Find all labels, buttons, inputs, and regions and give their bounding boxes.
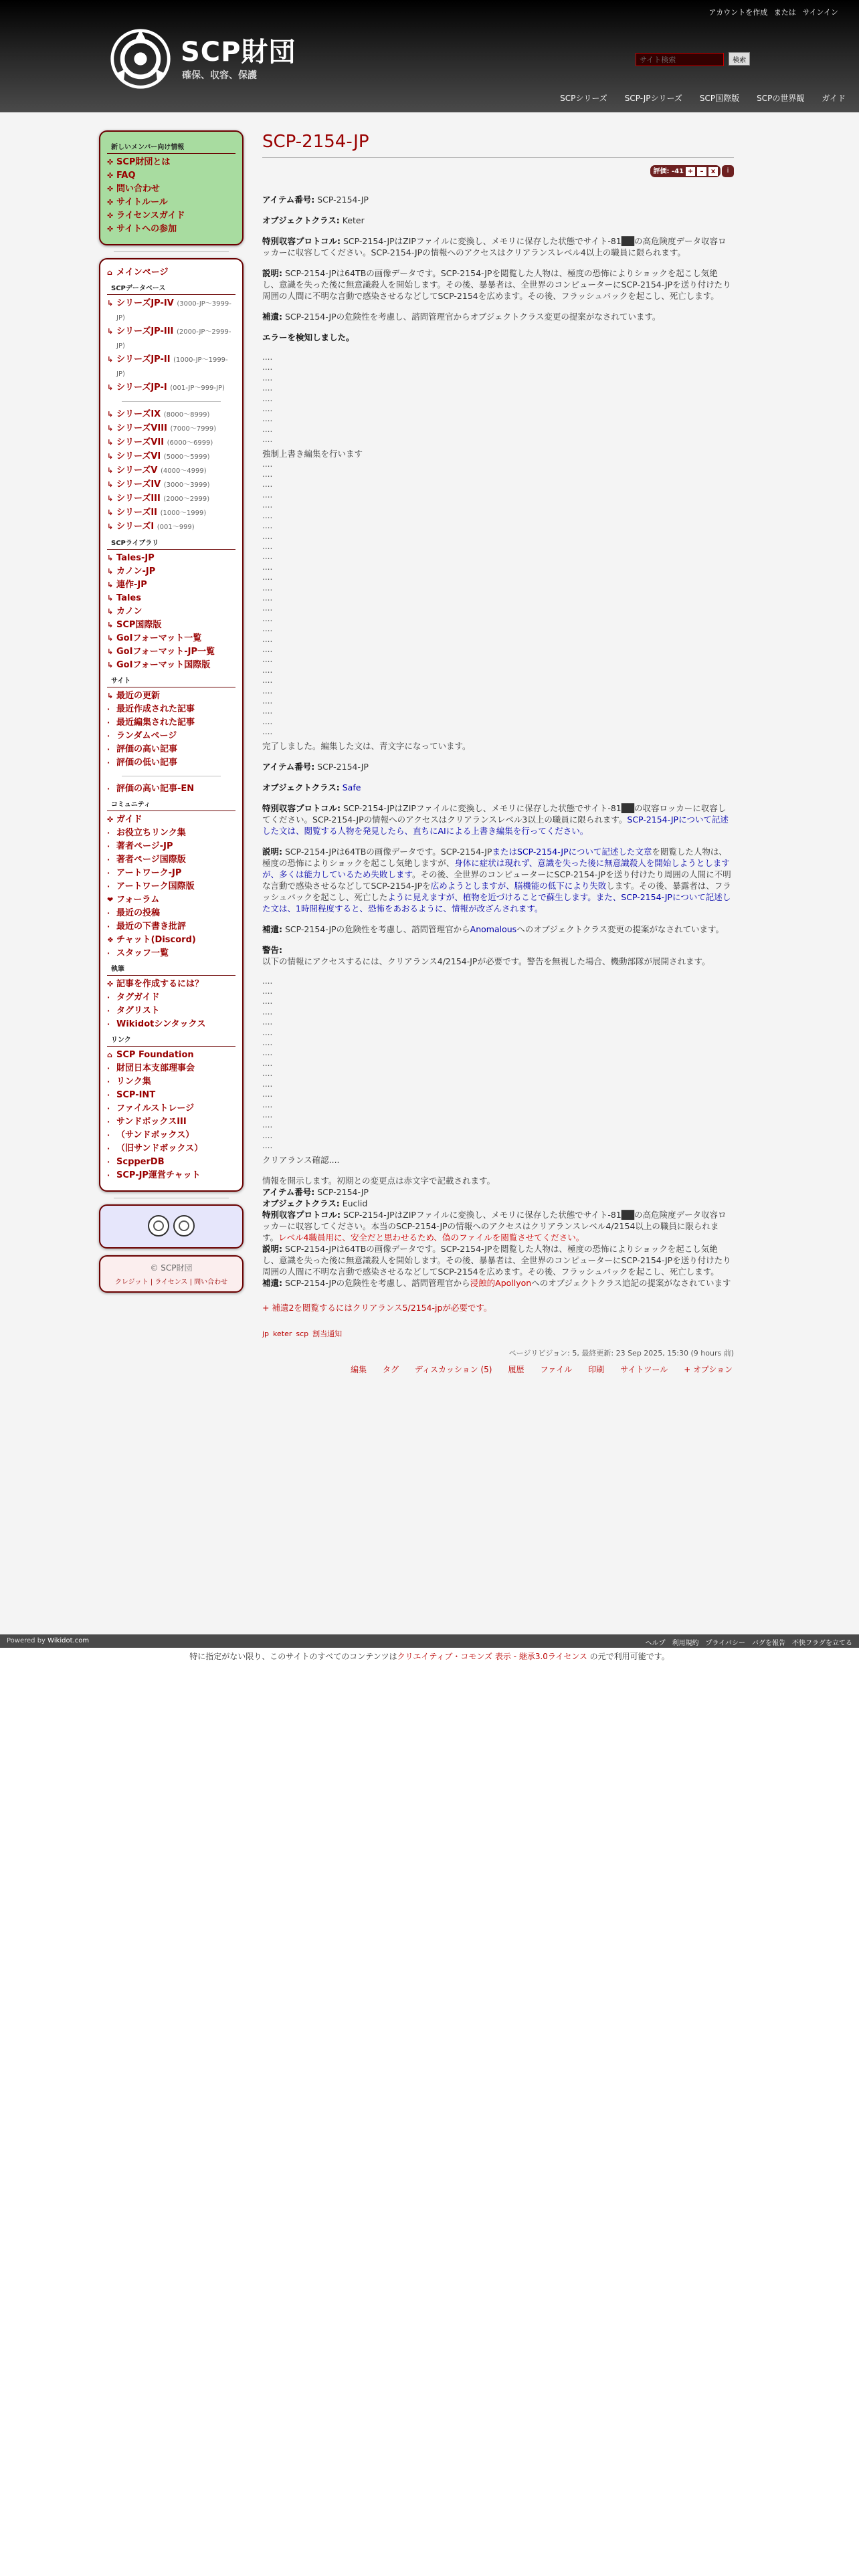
sidebar-divider (122, 401, 221, 402)
object-class: オブジェクトクラス: Keter (262, 215, 365, 225)
community-heading: コミュニティ (107, 797, 235, 811)
badge-box (99, 1204, 244, 1249)
main-menu-box (99, 258, 244, 1192)
arrow-icon: ↳ (107, 634, 114, 643)
search-input[interactable] (636, 53, 724, 66)
links-item[interactable]: · （旧サンドボックス） (107, 1142, 235, 1156)
side-bar (99, 130, 244, 1293)
credit-line: © SCP財団 (150, 1263, 193, 1273)
dot-icon: · (107, 732, 110, 740)
new-member-item[interactable]: ✜ サイトへの参加 (107, 223, 235, 236)
new-member-box (99, 130, 244, 245)
tag-link[interactable]: keter (273, 1329, 292, 1338)
object-class: オブジェクトクラス: Euclid (262, 1198, 368, 1208)
links-item[interactable]: · リンク集 (107, 1075, 235, 1089)
nav-scp-jp-series[interactable]: SCP-JPシリーズ (624, 94, 682, 103)
site-item[interactable]: · 評価の低い記事 (107, 756, 235, 770)
series-jp-item[interactable]: ↳ シリーズJP-I (001-JP〜999-JP) (107, 381, 235, 395)
dot-icon: · (107, 784, 110, 793)
arrow-icon: ↳ (107, 424, 114, 433)
links-item[interactable]: · サンドボックスIII (107, 1115, 235, 1129)
new-member-item[interactable]: ✜ サイトルール (107, 196, 235, 209)
dot-icon: · (107, 949, 110, 958)
site-item[interactable]: · ランダムページ (107, 730, 235, 743)
arrow-icon: ↳ (107, 327, 114, 336)
dot-icon: · (107, 993, 110, 1002)
diamond-icon: ✜ (107, 158, 114, 167)
heart-icon: ❤ (107, 895, 114, 904)
library-heading: SCPライブラリ (107, 536, 235, 550)
rate-cancel-button[interactable]: x (708, 167, 718, 176)
dot-icon: · (107, 745, 110, 754)
nav-scp-international[interactable]: SCP国際版 (699, 94, 740, 103)
rate-up-button[interactable]: + (686, 167, 695, 176)
diamond-icon: ✜ (107, 185, 114, 193)
site-slogan: 確保、収容、保護 (182, 70, 257, 81)
credit-box (99, 1255, 244, 1293)
new-member-item[interactable]: ✜ 問い合わせ (107, 183, 235, 196)
dot-icon: · (107, 1158, 110, 1166)
more-options-button[interactable]: + オプション (684, 1364, 733, 1374)
links-item[interactable]: · SCP-JP運営チャット (107, 1169, 235, 1182)
community-item[interactable]: ✜ ガイド (107, 813, 235, 827)
dot-icon: · (107, 855, 110, 864)
database-heading: SCPデータベース (107, 281, 235, 295)
series-item[interactable]: ↳ シリーズI (001〜999) (107, 520, 235, 534)
community-item[interactable]: · アートワーク-JP (107, 867, 235, 880)
create-account-link[interactable]: アカウントを作成 (708, 8, 768, 17)
item-number: アイテム番号: SCP-2154-JP (262, 195, 369, 205)
search-form (636, 52, 750, 66)
arrow-icon: ↳ (107, 594, 114, 603)
dot-icon: · (107, 1091, 110, 1099)
addendum: 補遺: SCP-2154-JPの危険性を考慮し、諮問管理官からオブジェクトクラス変更の提案がなされています。 (262, 312, 661, 322)
item-number: アイテム番号: SCP-2154-JP (262, 1186, 369, 1197)
item-number: アイテム番号: SCP-2154-JP (262, 761, 369, 772)
top-nav (560, 92, 846, 104)
description: 説明: SCP-2154-JPは64TBの画像データです。SCP-2154-JPまたはSCP-2154-JPについて記述した文章を閲覧した人物は、極度の恐怖によりショックを起こし気絶しますが、身体に症状は現れず、意識を失った後に無意識殺人を開始しようとしますが、多くは能力しているため失敗します。その後、全世界のコンピューターにSCP-2154-JPを送り付けたり周囲の人間に不明な言動で感染させるなどしてSCP-2154-JPを広めようとしますが、脳機能の低下により失敗します。その後、暴露者は、フラッシュバックを起こし、死亡したように見えますが、植物を近づけることで蘇生します。また、SCP-2154-JPについて記述した文は、1時間程度すると、恐怖をあおるように、情報が改ざんされます。 (262, 846, 731, 914)
arrow-icon: ↳ (107, 691, 114, 700)
diamond-icon: ✜ (107, 211, 114, 220)
files-button[interactable]: ファイル (540, 1364, 573, 1374)
ellipsis-block: .... .... .... .... .... .... .... .... .... .... .... .... .... .... .... .... .... .... .... .... .... .... .... .... .... .... .... (262, 459, 273, 737)
arrow-icon: ↳ (107, 355, 114, 364)
arrow-icon: ↳ (107, 661, 114, 669)
scp-seal-icon[interactable] (173, 1215, 195, 1237)
addendum: 補遺: SCP-2154-JPの危険性を考慮し、諮問管理官からAnomalousへのオブジェクトクラス変更の提案がなされています。 (262, 924, 724, 934)
library-item[interactable]: ↳ GoIフォーマット-JP一覧 (107, 645, 235, 659)
low-rated-en-item[interactable]: · 評価の高い記事-EN (107, 782, 235, 796)
new-member-item[interactable]: ✜ ライセンスガイド (107, 209, 235, 223)
dot-icon: · (107, 758, 110, 767)
library-item[interactable]: ↳ カノン (107, 605, 235, 619)
dot-icon: · (107, 882, 110, 891)
warning: 警告: 以下の情報にアクセスするには、クリアランス4/2154-JPが必要です。警告を無視した場合、機動部隊が展開されます。 (262, 944, 710, 966)
dot-icon: · (107, 1144, 110, 1153)
library-item[interactable]: ↳ Tales-JP (107, 552, 235, 565)
page-content (262, 194, 734, 1376)
force-edit-notice: 強制上書き編集を行います (262, 448, 363, 459)
links-heading: リンク (107, 1033, 235, 1047)
print-button[interactable]: 印刷 (588, 1364, 605, 1374)
page-title: SCP-2154-JP (262, 130, 734, 158)
series-jp-item[interactable]: ↳ シリーズJP-II (1000-JP〜1999-JP) (107, 354, 228, 378)
history-button[interactable]: 履歴 (508, 1364, 524, 1374)
edit-button[interactable]: 編集 (350, 1364, 367, 1374)
terms-link[interactable]: 利用規約 (672, 1640, 699, 1647)
footer-bar (0, 1634, 859, 1648)
links-item[interactable]: · ファイルストレージ (107, 1102, 235, 1115)
tag-link[interactable]: jp (262, 1329, 270, 1338)
new-member-item[interactable]: ✜ SCP財団とは (107, 156, 235, 169)
footer-links (646, 1637, 853, 1647)
series-item[interactable]: ↳ シリーズV (4000〜4999) (107, 464, 235, 478)
links-item[interactable]: ⌂ SCP Foundation (107, 1049, 235, 1062)
rating-module (650, 165, 721, 177)
links-item[interactable]: · ScpperDB (107, 1156, 235, 1169)
search-button[interactable]: 検索 (729, 52, 750, 66)
description: 説明: SCP-2154-JPは64TBの画像データです。SCP-2154-JPを閲覧した人物は、極度の恐怖によりショックを起こし気絶し、意識を失った後に無意識殺人を開始します。その後、暴暴者は、全世界のコンピューターにSCP-2154-JPを送り付けたり周囲の人間に不明な言動で感染させるなどしてSCP-2154を広めます。その後、フラッシュバックを起こし、死亡します。 (262, 1243, 731, 1277)
community-item[interactable]: · 最近の下書き批評 (107, 920, 235, 934)
page-tags (262, 1328, 734, 1339)
links-item[interactable]: · SCP-INT (107, 1089, 235, 1102)
page-options-bar (262, 1364, 734, 1376)
home-icon: ⌂ (107, 1051, 112, 1059)
license-link[interactable]: クリエイティブ・コモンズ 表示 - 継承3.0ライセンス (397, 1652, 587, 1661)
writing-item[interactable]: ✜ 記事を作成するには？ (107, 978, 235, 991)
new-member-item[interactable]: ✜ FAQ (107, 169, 235, 183)
links-item[interactable]: · （サンドボックス） (107, 1129, 235, 1142)
dot-icon: · (107, 1020, 110, 1029)
library-item[interactable]: ↳ カノン-JP (107, 565, 235, 578)
series-jp-item[interactable]: ↳ シリーズJP-III (2000-JP〜2999-JP) (107, 326, 231, 350)
page-revision: ページリビジョン: 5, 最終更新: 23 Sep 2025, 15:30 (9 hours 前) (508, 1348, 734, 1358)
rating-info-button[interactable]: i (722, 165, 734, 177)
wikidot-link[interactable]: Wikidot.com (47, 1637, 90, 1644)
edit-done-notice: 完了しました。編集した文は、青文字になっています。 (262, 740, 471, 751)
report-bug-link[interactable]: バグを報告 (752, 1640, 785, 1647)
nav-scp-universe[interactable]: SCPの世界観 (757, 94, 805, 103)
community-item[interactable]: · スタッフ一覧 (107, 947, 235, 960)
arrow-icon: ↳ (107, 508, 114, 517)
scp-logo-icon[interactable] (108, 27, 173, 91)
writing-item[interactable]: · タグガイド (107, 991, 235, 1004)
library-item[interactable]: ↳ 連作-JP (107, 578, 235, 592)
site-name[interactable]: SCP財団 (181, 37, 296, 68)
new-member-heading: 新しいメンバー向け情報 (107, 140, 235, 154)
site-item[interactable]: ↳ 最近の更新 (107, 689, 235, 703)
dot-icon: · (107, 869, 110, 877)
diamond-icon: ✜ (107, 171, 114, 180)
arrow-icon: ↳ (107, 554, 114, 562)
license-notice: 特に指定がない限り、このサイトのすべてのコンテンツはクリエイティブ・コモンズ 表示 - 継承3.0ライセンス の元で利用可能です。 (189, 1652, 670, 1661)
error-notice: エラーを検知しました。 (262, 332, 355, 342)
description: 説明: SCP-2154-JPは64TBの画像データです。SCP-2154-JPを閲覧した人物は、極度の恐怖によりショックを起こし気絶し、意識を失った後に無意識殺人を開始します。その後、暴暴者は、全世界のコンピューターにSCP-2154-JPを送り付けたり周囲の人間に不明な言動で感染させるなどしてSCP-2154を広めます。その後、フラッシュバックを起こし、死亡します。 (262, 268, 731, 301)
arrow-icon: ↳ (107, 299, 114, 308)
diamond-icon: ✜ (107, 225, 114, 233)
arrow-icon: ↳ (107, 494, 114, 503)
community-item[interactable]: · お役立ちリンク集 (107, 827, 235, 840)
arrow-icon: ↳ (107, 480, 114, 489)
scp-seal-icon[interactable] (148, 1215, 169, 1237)
site-item[interactable]: · 評価の高い記事 (107, 743, 235, 756)
containment-procedures: 特別収容プロトコル: SCP-2154-JPはZIPファイルに変換し、メモリに保存した状態でサイト-81██の高危険度データ収容ロッカーに収容してください。SCP-2154-JPの情報へのアクセスはクリアランスレベル4以上の職員に限られます。 (262, 236, 727, 257)
main-content (262, 130, 734, 1376)
discussion-button[interactable]: ディスカッション (5) (414, 1364, 492, 1374)
arrow-icon: ↳ (107, 580, 114, 589)
arrow-icon: ↳ (107, 466, 114, 475)
tag-link[interactable]: 割当通知 (312, 1329, 343, 1338)
signin-link[interactable]: サインイン (802, 8, 838, 17)
collapsible-addendum-toggle[interactable]: + 補遺2を閲覧するにはクリアランス5/2154-jpが必要です。 (262, 1302, 492, 1313)
diamond-icon: ✜ (107, 815, 114, 824)
series-jp-item[interactable]: ↳ シリーズJP-IV (3000-JP〜3999-JP) (107, 298, 231, 322)
site-heading: サイト (107, 673, 235, 687)
arrow-icon: ↳ (107, 621, 114, 629)
site-header (0, 0, 859, 112)
diamond-icon: ✜ (107, 980, 114, 988)
ellipsis-block: .... .... .... .... .... .... .... .... .... (262, 352, 273, 445)
community-item[interactable]: ❤ フォーラム (107, 893, 235, 907)
dot-icon: · (107, 718, 110, 727)
sidebar-divider (114, 251, 229, 252)
privacy-link[interactable]: プライバシー (705, 1640, 745, 1647)
community-item[interactable]: · 著者ページ-JP (107, 840, 235, 853)
containment-procedures: 特別収容プロトコル: SCP-2154-JPはZIPファイルに変換し、メモリに保存した状態でサイト-81██の高危険度データ収容ロッカーに収容してください。本当のSCP-2154-JPの情報へのアクセスはクリアランスレベル4/2154以上の職員に限られます。レベル4職員用に、安全だと思わせるため、偽のファイルを閲覧させてください。 (262, 1209, 727, 1243)
diamond-icon: ✜ (107, 198, 114, 207)
series-item[interactable]: ↳ シリーズVI (5000〜5999) (107, 450, 235, 464)
dot-icon: · (107, 1104, 110, 1113)
series-item[interactable]: ↳ シリーズII (1000〜1999) (107, 506, 235, 520)
arrow-icon: ↳ (107, 452, 114, 461)
rate-down-button[interactable]: – (697, 167, 706, 176)
home-icon: ⌂ (107, 268, 112, 277)
nav-scp-series[interactable]: SCPシリーズ (560, 94, 607, 103)
tag-link[interactable]: scp (296, 1329, 309, 1338)
addendum: 補遺: SCP-2154-JPの危険性を考慮し、諮問管理官から浸蝕的Apollyonへのオブジェクトクラス追記の提案がなされています (262, 1277, 731, 1288)
flag-link[interactable]: 不快フラグを立てる (792, 1640, 852, 1647)
containment-procedures: 特別収容プロトコル: SCP-2154-JPはZIPファイルに変換し、メモリに保存した状態でサイト-81██の収容ロッカーに収容してください。SCP-2154-JPの情報へのアクセスはクリアランスレベル3以上の職員に限られます。SCP-2154-JPについて記述した文は、閲覧する人物を発見したら、直ちにAIによる上書き編集を行ってください。 (262, 802, 729, 836)
arrow-icon: ↳ (107, 647, 114, 656)
library-item[interactable]: ↳ GoIフォーマット国際版 (107, 659, 235, 672)
arrow-icon: ↳ (107, 383, 114, 392)
dot-icon: · (107, 1006, 110, 1015)
library-item[interactable]: ↳ GoIフォーマット一覧 (107, 632, 235, 645)
dot-icon: · (107, 1131, 110, 1140)
library-item[interactable]: ↳ Tales (107, 592, 235, 605)
account-links (706, 7, 840, 17)
tags-button[interactable]: タグ (382, 1364, 399, 1374)
dot-icon: · (107, 909, 110, 918)
series-item[interactable]: ↳ シリーズIX (8000〜8999) (107, 408, 235, 422)
writing-heading: 執筆 (107, 962, 235, 976)
account-or: または (773, 8, 796, 17)
series-item[interactable]: ↳ シリーズIII (2000〜2999) (107, 492, 235, 506)
powered-by: Powered by Wikidot.com (7, 1637, 90, 1644)
dot-icon: · (107, 829, 110, 837)
arrow-icon: ↳ (107, 567, 114, 576)
credit-links[interactable]: クレジット | ライセンス | 問い合わせ (114, 1279, 228, 1286)
arrow-icon: ↳ (107, 438, 114, 447)
dot-icon: · (107, 1077, 110, 1086)
spacer (99, 1249, 244, 1255)
writing-item[interactable]: · Wikidotシンタックス (107, 1018, 235, 1031)
dot-icon: · (107, 1171, 110, 1180)
nav-guide[interactable]: ガイド (822, 94, 846, 103)
dot-icon: · (107, 922, 110, 931)
site-item[interactable]: · 最近作成された記事 (107, 703, 235, 716)
community-item[interactable]: · 最近の投稿 (107, 907, 235, 920)
arrow-icon: ↳ (107, 607, 114, 616)
series-item[interactable]: ↳ シリーズVII (6000〜6999) (107, 436, 235, 450)
arrow-icon: ↳ (107, 522, 114, 531)
community-item[interactable]: · アートワーク国際版 (107, 880, 235, 893)
dot-icon: · (107, 1117, 110, 1126)
dot-icon: · (107, 842, 110, 851)
arrow-icon: ↳ (107, 410, 114, 419)
chat-icon: ❖ (107, 936, 114, 944)
clearance-check: クリアランス確認.... (262, 1154, 340, 1165)
links-item[interactable]: · 財団日本支部理事会 (107, 1062, 235, 1075)
writing-item[interactable]: · タグリスト (107, 1004, 235, 1018)
community-item[interactable]: ❖ チャット(Discord) (107, 934, 235, 947)
ellipsis-block: .... .... .... .... .... .... .... .... .... .... .... .... .... .... .... .... .... (262, 976, 273, 1151)
help-link[interactable]: ヘルプ (645, 1640, 666, 1647)
disclosure-intro: 情報を開示します。初期との変更点は赤文字で記載されます。 (262, 1175, 496, 1186)
library-item[interactable]: ↳ SCP国際版 (107, 619, 235, 632)
community-item[interactable]: · 著者ページ国際版 (107, 853, 235, 867)
object-class: オブジェクトクラス: Safe (262, 782, 361, 792)
series-item[interactable]: ↳ シリーズIV (3000〜3999) (107, 478, 235, 492)
series-item[interactable]: ↳ シリーズVIII (7000〜7999) (107, 422, 235, 436)
dot-icon: · (107, 1064, 110, 1073)
dot-icon: · (107, 705, 110, 714)
main-menu-title: ⌂ メインページ (107, 266, 235, 280)
rating-score: 評価: -41 (653, 167, 684, 175)
site-tools-button[interactable]: サイトツール (620, 1364, 668, 1374)
site-item[interactable]: · 最近編集された記事 (107, 716, 235, 730)
